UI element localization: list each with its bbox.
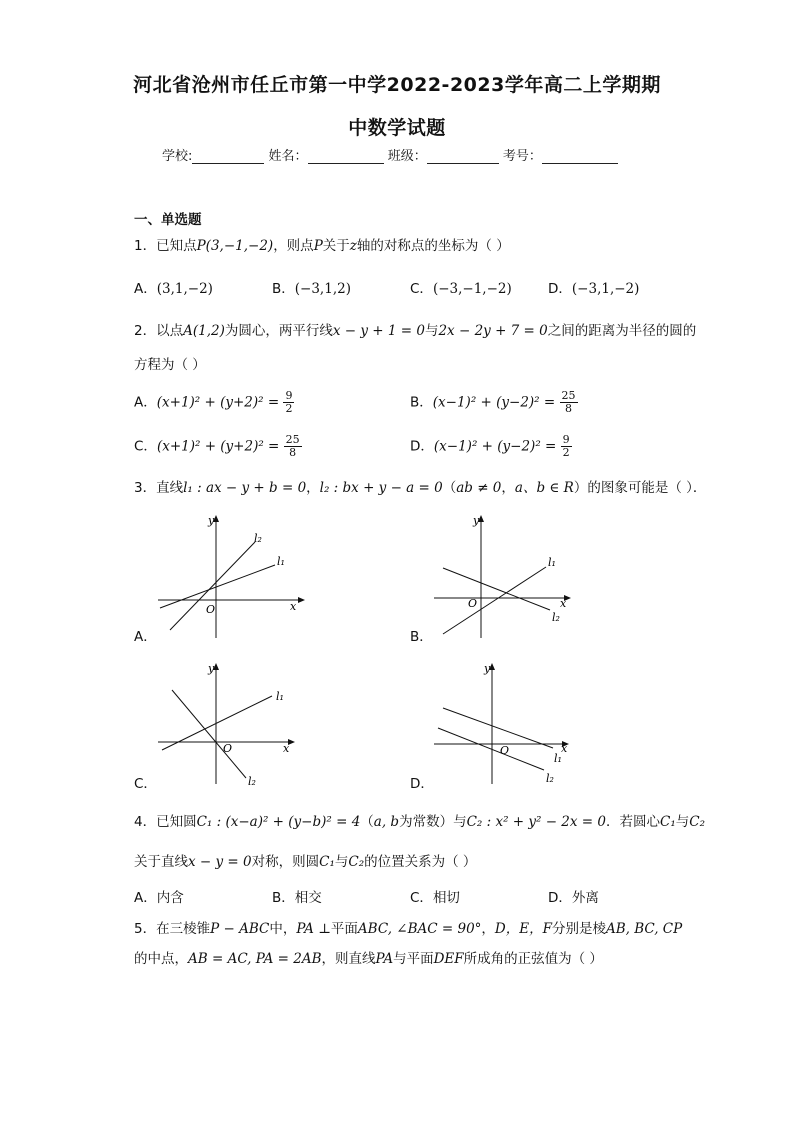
svg-text:l₁: l₁	[554, 752, 562, 765]
q3-option-a[interactable]: A．	[134, 629, 157, 645]
q1-option-a[interactable]: A．(3,1,−2)	[134, 281, 213, 297]
q4-option-d[interactable]: D．外离	[548, 890, 599, 906]
svg-text:y: y	[208, 662, 215, 675]
axis-y-label: y	[208, 514, 215, 527]
svg-text:y: y	[473, 514, 480, 527]
svg-text:x: x	[283, 742, 290, 755]
svg-text:O: O	[223, 742, 233, 755]
q4-option-a[interactable]: A．内含	[134, 890, 184, 906]
q3-option-c[interactable]: C．	[134, 776, 157, 792]
q1-option-c[interactable]: C．(−3,−1,−2)	[410, 281, 512, 297]
student-info	[162, 145, 618, 164]
exam-title-line1: 河北省沧州市任丘市第一中学2022-2023学年高二上学期期	[133, 74, 661, 96]
question-4-line2: 关于直线x − y = 0对称，则圆C₁与C₂的位置关系为（ ）	[134, 854, 477, 870]
svg-text:O: O	[468, 597, 478, 610]
graph-b[interactable]	[428, 510, 588, 645]
question-4: 4．已知圆C₁ : (x−a)² + (y−b)² = 4（a, b为常数）与C₂ : x² + y² − 2x = 0．若圆心C₁与C₂	[134, 814, 705, 830]
school-blank[interactable]	[192, 149, 264, 164]
line-l1-label: l₁	[277, 555, 285, 568]
question-5-line2: 的中点，AB = AC, PA = 2AB，则直线PA与平面DEF所成角的正弦值为（ ）	[134, 951, 603, 967]
school-label: 学校:	[162, 149, 193, 164]
graph-d[interactable]	[428, 658, 588, 793]
graph-c[interactable]	[150, 658, 310, 793]
section-heading: 一、单选题	[134, 212, 202, 228]
question-2-line2: 方程为（ ）	[134, 357, 206, 373]
svg-text:l₂: l₂	[248, 775, 256, 788]
q4-option-b[interactable]: B．相交	[272, 890, 322, 906]
graph-a[interactable]	[150, 510, 310, 645]
svg-text:l₁: l₁	[276, 690, 284, 703]
point-p: P(3,−1,−2)	[196, 238, 274, 254]
svg-text:x: x	[561, 742, 568, 755]
name-blank[interactable]	[308, 149, 384, 164]
number-blank[interactable]	[542, 149, 618, 164]
q2-option-a[interactable]: A．(x+1)² + (y+2)² = $\frac{9}{2}$	[134, 389, 293, 415]
q3-option-d[interactable]: D．	[410, 776, 434, 792]
q4-option-c[interactable]: C．相切	[410, 890, 460, 906]
question-2: 2．以点A(1,2)为圆心，两平行线x − y + 1 = 0与2x − 2y + 7 = 0之间的距离为半径的圆的	[134, 323, 697, 339]
q1-option-b[interactable]: B．(−3,1,2)	[272, 281, 351, 297]
exam-title-line2: 中数学试题	[348, 117, 446, 139]
number-label: 考号：	[502, 149, 542, 164]
svg-text:O: O	[500, 744, 510, 757]
svg-text:l₂: l₂	[546, 772, 554, 785]
question-3: 3．直线l₁ : ax − y + b = 0，l₂ : bx + y − a = 0（ab ≠ 0，a、b ∈ R）的图象可能是（ ）．	[134, 480, 707, 496]
class-label: 班级：	[387, 149, 427, 164]
svg-text:l₂: l₂	[552, 611, 560, 624]
question-1: 1．已知点P(3,−1,−2)，则点P关于z轴的对称点的坐标为（ ）	[134, 238, 510, 254]
class-blank[interactable]	[427, 149, 499, 164]
q3-option-b[interactable]: B．	[410, 629, 433, 645]
q1-option-d[interactable]: D．(−3,1,−2)	[548, 281, 640, 297]
q2-option-d[interactable]: D．(x−1)² + (y−2)² = $\frac{9}{2}$	[410, 433, 570, 459]
svg-text:l₁: l₁	[548, 556, 556, 569]
q2-option-b[interactable]: B．(x−1)² + (y−2)² = $\frac{25}{8}$	[410, 389, 576, 415]
origin-label: O	[206, 603, 216, 616]
name-label: 姓名：	[268, 149, 308, 164]
line-l2-label: l₂	[254, 532, 262, 545]
axis-x-label: x	[290, 600, 297, 613]
svg-text:x: x	[560, 597, 567, 610]
q2-option-c[interactable]: C．(x+1)² + (y+2)² = $\frac{25}{8}$	[134, 433, 300, 459]
svg-text:y: y	[484, 662, 491, 675]
question-5: 5．在三棱锥P − ABC中，PA ⊥平面ABC, ∠BAC = 90°，D，E，F分别是棱AB, BC, CP	[134, 921, 683, 937]
